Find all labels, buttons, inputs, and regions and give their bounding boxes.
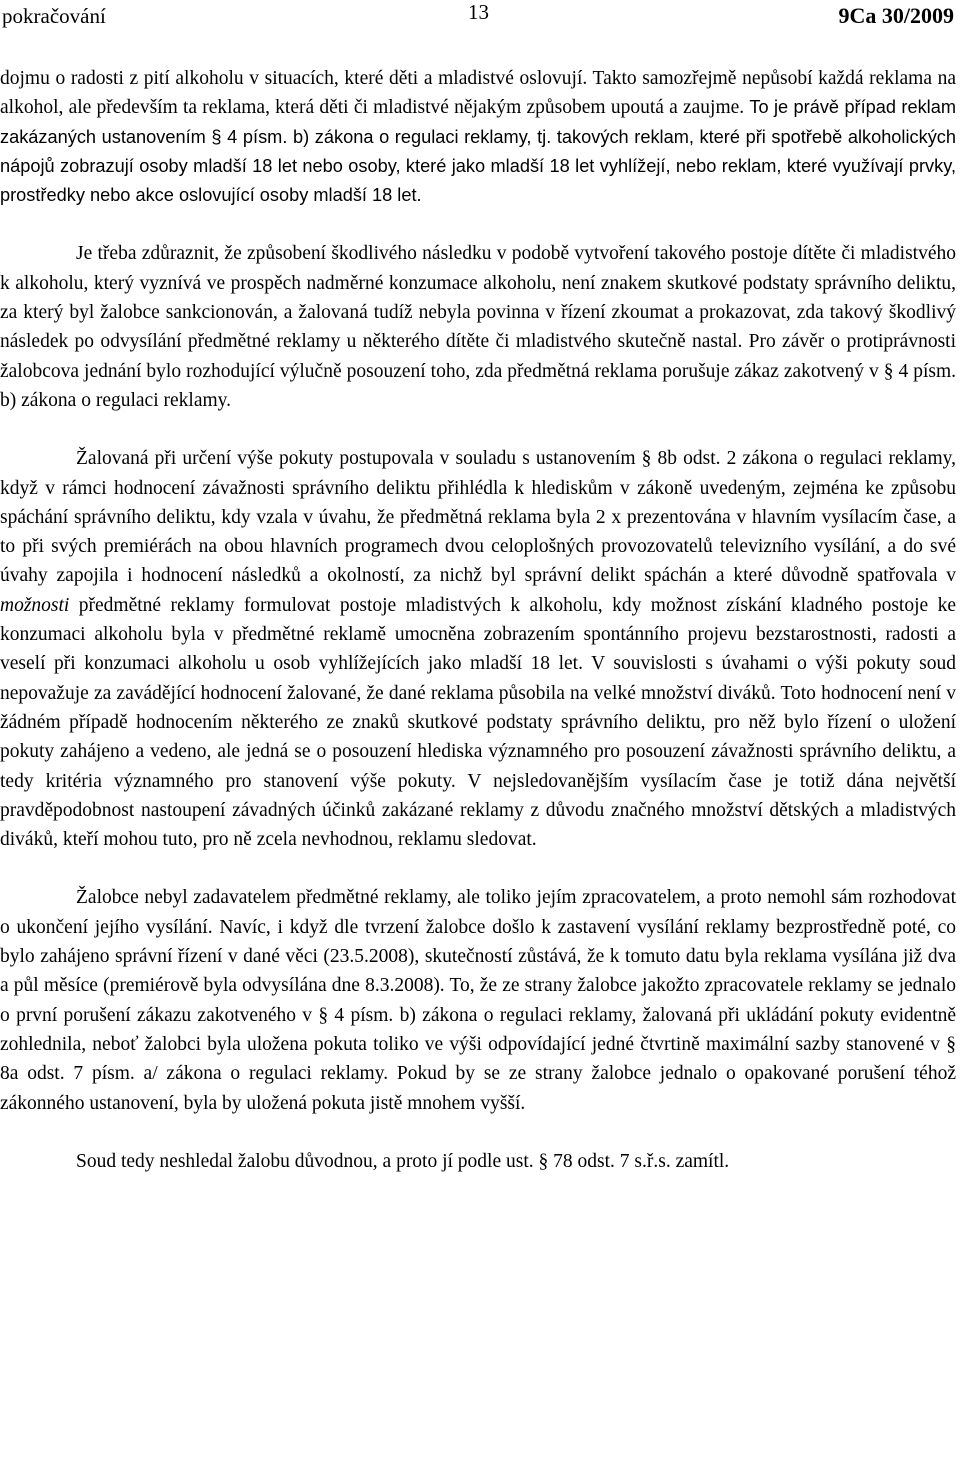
paragraph-4 <box>0 883 956 1117</box>
emphasis-text: možnosti <box>0 594 70 616</box>
paragraph-text: předmětné reklamy formulovat postoje mladistvých k alkoholu, kdy možnost získání kladného postoje ke konzumaci alkoholu byla v předmětné reklamě umocněna zobrazením spontánního projevu bezstarostnosti, radosti a veselí při konzumaci alkoholu u osob vyhlížejících jako mladší 18 let. V souvislosti s úvahami o výši pokuty soud nepovažuje za zavádějící hodnocení žalované, že dané reklama působila na velké množství diváků. Toto hodnocení není v žádném případě hodnocením některého ze znaků skutkové podstaty správního deliktu, pro něž bylo řízení o uložení pokuty zahájeno a vedeno, ale jedná se o posouzení hlediska významného pro posouzení závažnosti správního deliktu, a tedy kritéria významného pro stanovení výše pokuty. V nejsledovanějším vysílacím čase je totiž dána největší pravděpodobnost nastoupení závadných účinků zakázané reklamy z důvodu značného množství dětských a mladistvých diváků, kteří mohou tuto, pro ně zcela nevhodnou, reklamu sledovat. <box>0 594 956 851</box>
page-header <box>0 0 960 34</box>
paragraph-text-sans: To je právě případ reklam zakázaných ustanovením § 4 písm. b) zákona o regulaci reklamy, tj. takových reklam, které při spotřebě alkoholických nápojů zobrazují osoby mladší 18 let nebo osoby, které jako mladší 18 let vyhlížejí, nebo reklam, které využívají prvky, prostředky nebo akce oslovující osoby mladší 18 let. <box>0 97 956 206</box>
paragraph-text: Žalovaná při určení výše pokuty postupovala v souladu s ustanovením § 8b odst. 2 zákona o regulaci reklamy, když v rámci hodnocení závažnosti správního deliktu přihlédla k hlediskům v zákoně uvedeným, zejména ke způsobu spáchání správního deliktu, kdy vzala v úvahu, že předmětná reklama byla 2 x prezentována v hlavním vysílacím čase, a to při svých premiérách na obou hlavních programech dvou celoplošných provozovatelů televizního vysílání, a do své úvahy zapojila i hodnocení následků a okolností, za nichž byl správní delikt spáchán a které důvodně spatřovala v <box>0 448 956 587</box>
paragraph-text: dojmu o radosti z pití alkoholu v situacích, které děti a mladistvé oslovují. Takto samozřejmě nepůsobí každá reklama na alkohol, ale především ta reklama, která děti či mladistvé nějakým způsobem upoutá a zaujme. <box>0 68 956 119</box>
paragraph-text: Žalobce nebyl zadavatelem předmětné reklamy, ale toliko jejím zpracovatelem, a proto nemohl sám rozhodovat o ukončení jejího vysílání. Navíc, i když dle tvrzení žalobce došlo k zastavení vysílání reklamy bezprostředně poté, co bylo zahájeno správní řízení v dané věci (23.5.2008), skutečností zůstává, že k tomuto datu byla reklama vysílána již dva a půl měsíce (premiérově byla odvysílána dne 8.3.2008). To, že ze strany žalobce jakožto zpracovatele reklamy se jednalo o první porušení zákazu zakotveného v § 4 písm. b) zákona o regulaci reklamy, žalovaná při ukládání pokuty evidentně zohlednila, neboť žalobci byla uložena pokuta toliko ve výši odpovídající jedné čtvrtině maximální sazby stanovené v § 8a odst. 7 písm. a/ zákona o regulaci reklamy. Pokud by se ze strany žalobce jednalo o opakované porušení téhož zákonného ustanovení, byla by uložená pokuta jistě mnohem vyšší. <box>0 887 956 1114</box>
paragraph-3 <box>0 444 956 854</box>
paragraph-2 <box>0 239 956 415</box>
paragraph-text: Soud tedy neshledal žalobu důvodnou, a proto jí podle ust. § 78 odst. 7 s.ř.s. zamítl. <box>76 1150 730 1172</box>
paragraph-text: Je třeba zdůraznit, že způsobení škodlivého následku v podobě vytvoření takového postoje dítěte či mladistvého k alkoholu, který vyznívá ve prospěch nadměrné konzumace alkoholu, není znakem skutkové podstaty správního deliktu, za který byl žalobce sankcionován, a žalovaná tudíž nebyla povinna v řízení zkoumat a prokazovat, zda takový škodlivý následek po odvysílání předmětné reklamy u některého dítěte či mladistvého skutečně nastal. Pro závěr o protiprávnosti žalobcova jednání bylo rozhodující výlučně posouzení toho, zda předmětná reklama porušuje zákaz zakotvený v § 4 písm. b) zákona o regulaci reklamy. <box>0 243 956 411</box>
continuation-label: pokračování <box>2 4 106 28</box>
document-body <box>0 64 956 1176</box>
paragraph-5 <box>0 1147 956 1176</box>
case-number: 9Ca 30/2009 <box>838 3 954 28</box>
page-number: 13 <box>468 0 489 24</box>
paragraph-1 <box>0 64 956 210</box>
